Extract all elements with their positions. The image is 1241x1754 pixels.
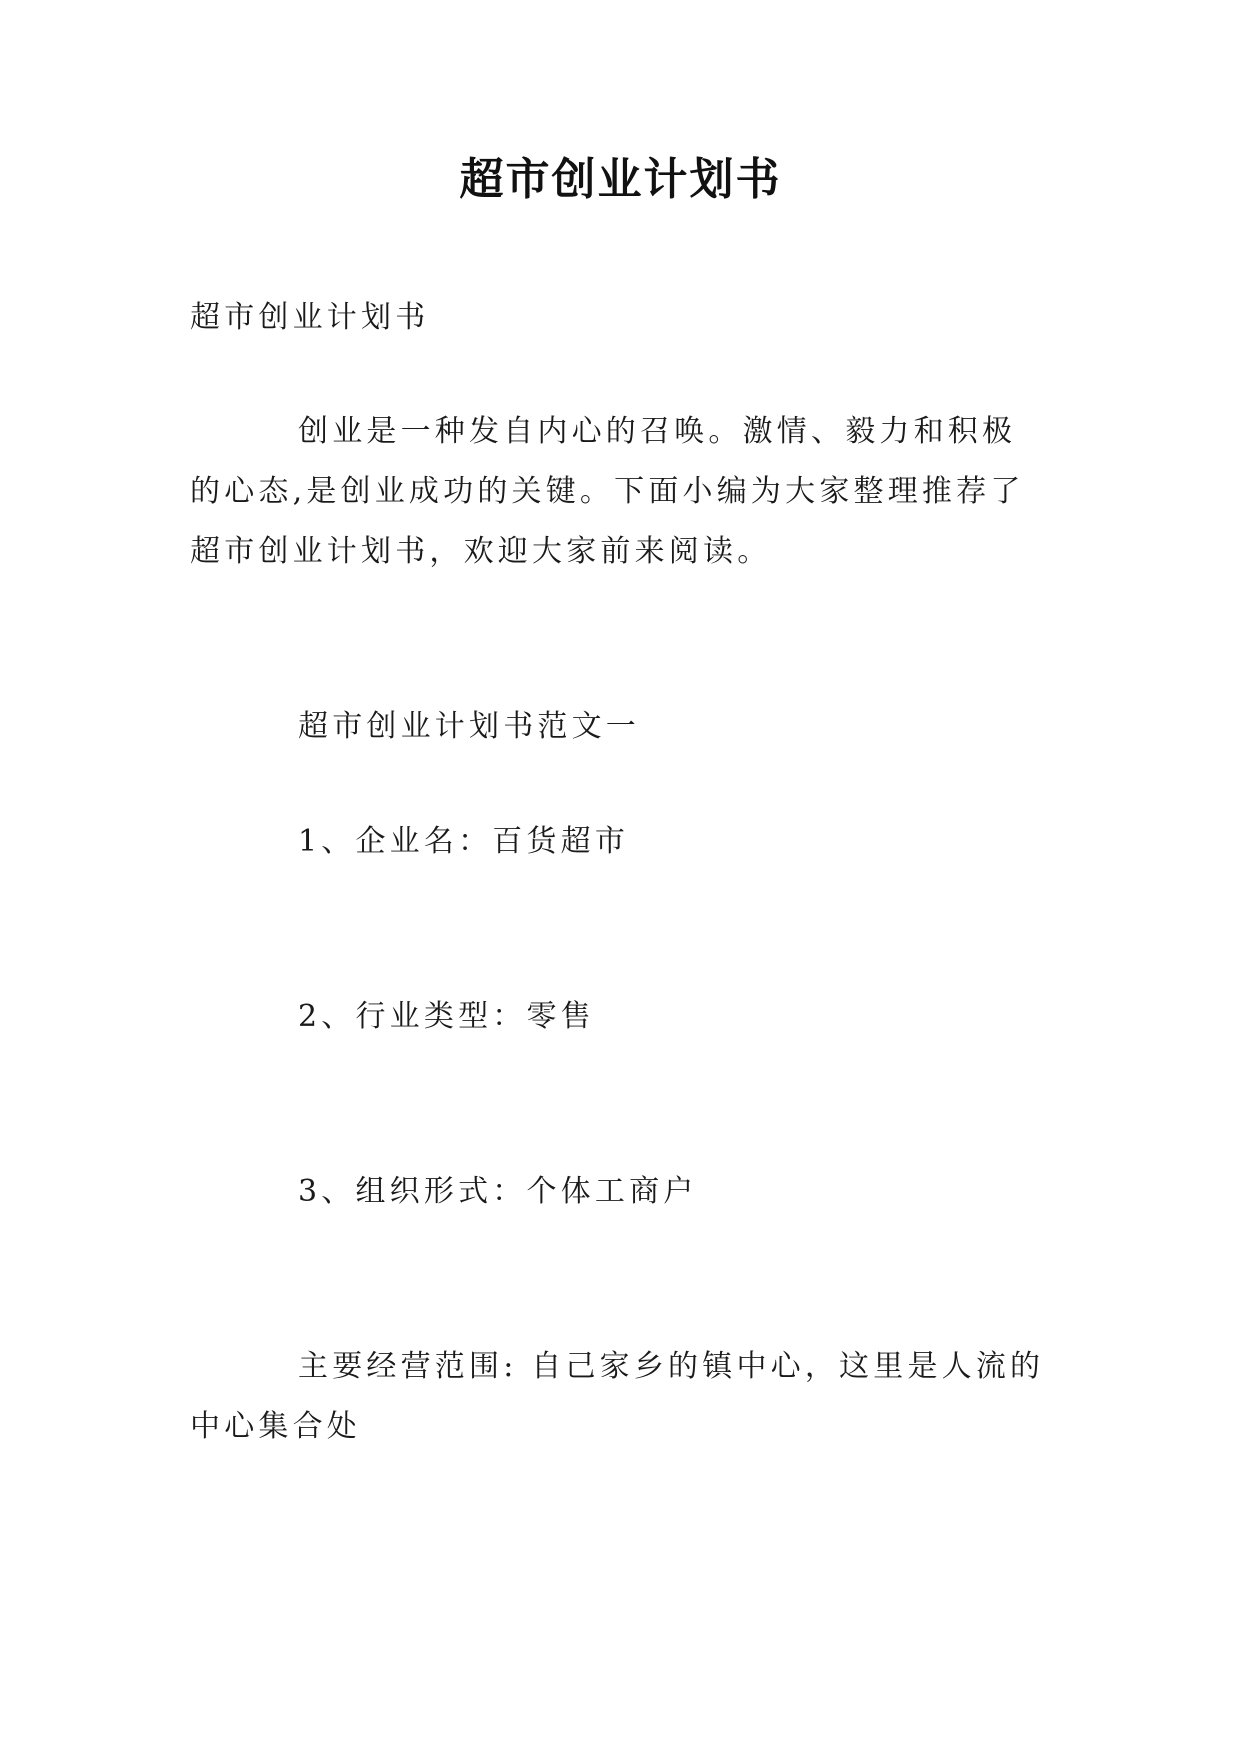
section-heading: 超市创业计划书范文一 (298, 709, 640, 744)
list-item-company-name: 1、企业名：百货超市 (298, 824, 630, 859)
document-subtitle: 超市创业计划书 (190, 300, 430, 335)
business-scope-paragraph: 主要经营范围: 自己家乡的镇中心，这里是人流的中心集合处 (190, 1349, 1045, 1444)
intro-paragraph: 创业是一种发自内心的召唤。激情、毅力和积极的心态,是创业成功的关键。下面小编为大家整理推荐了超市创业计划书，欢迎大家前来阅读。 (190, 414, 1025, 569)
list-item-organization-form: 3、组织形式：个体工商户 (298, 1174, 698, 1209)
list-item-industry-type: 2、行业类型：零售 (298, 999, 595, 1034)
document-title: 超市创业计划书 (459, 154, 782, 205)
